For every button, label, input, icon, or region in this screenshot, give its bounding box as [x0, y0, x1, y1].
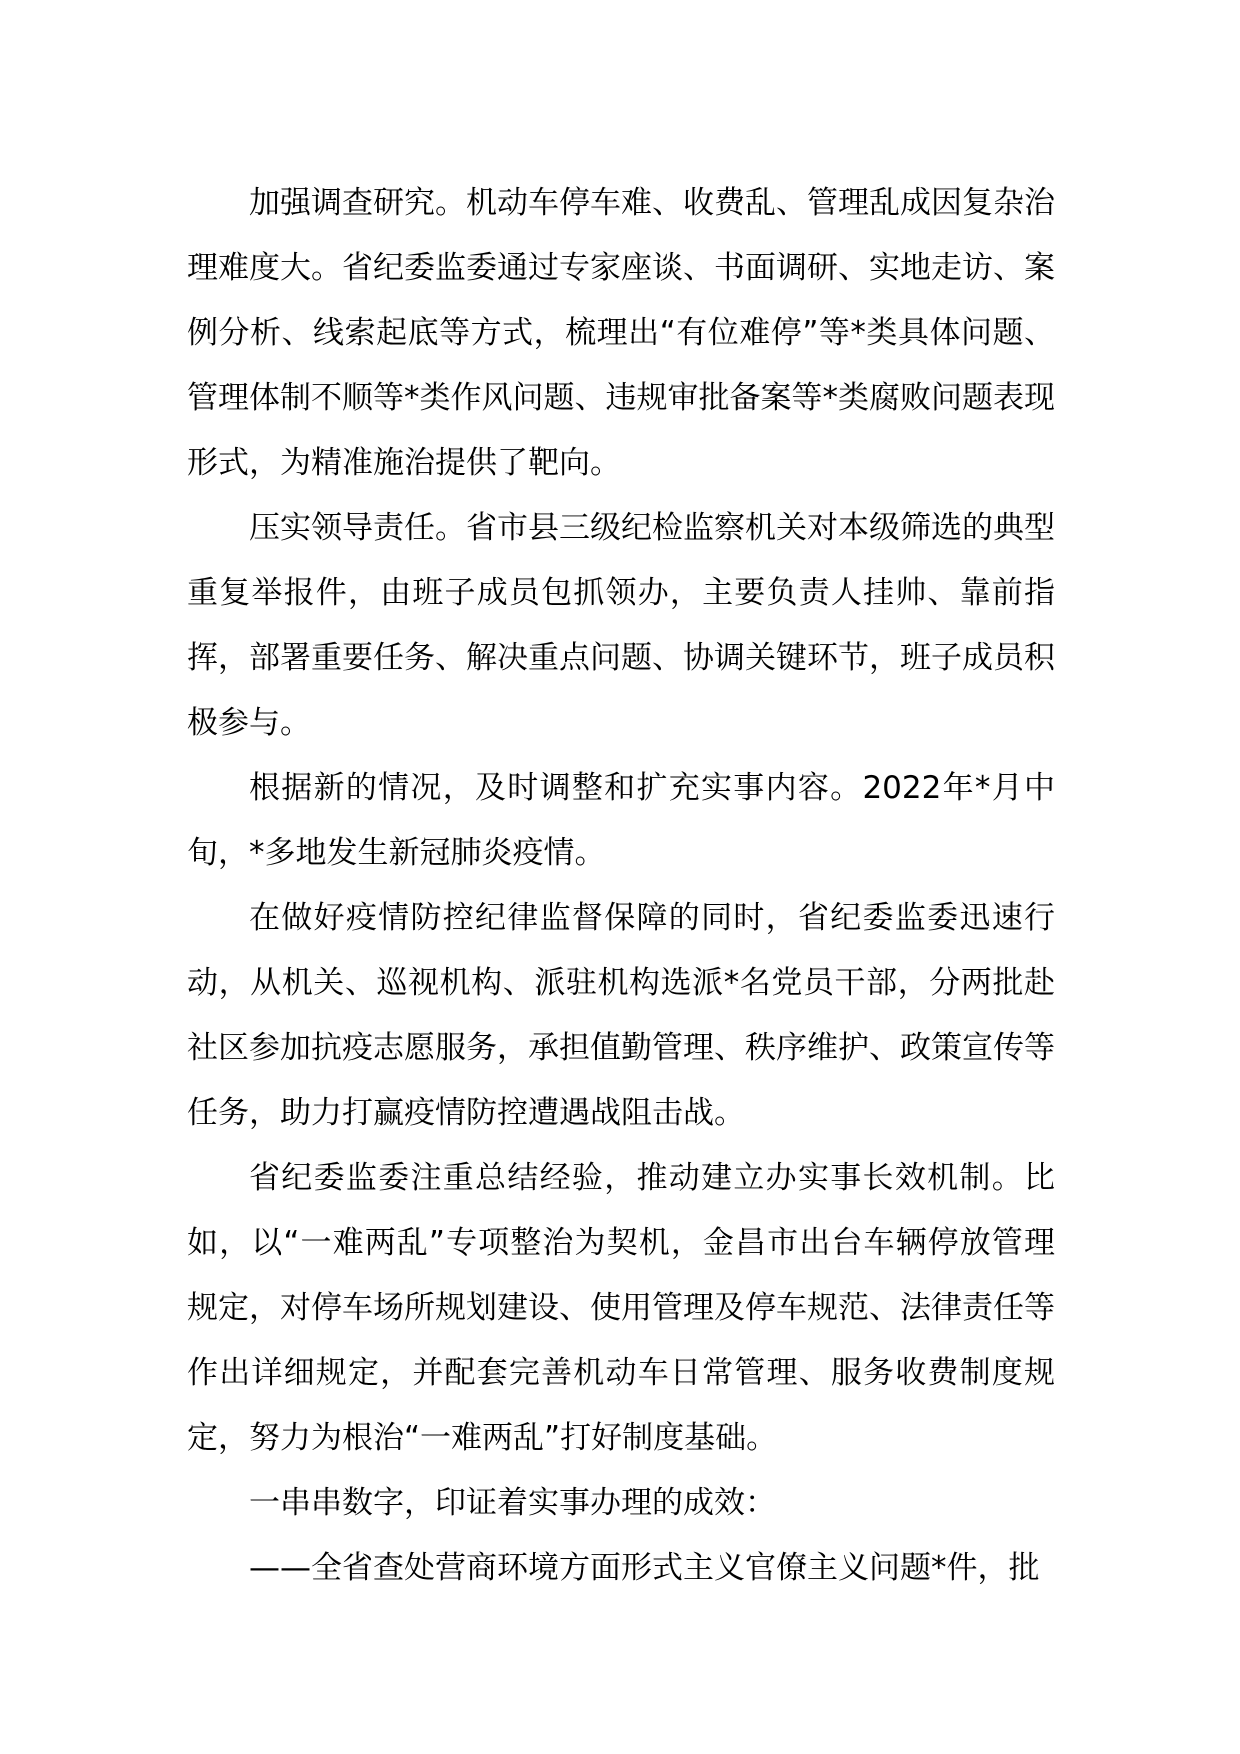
paragraph-investigation: 加强调查研究。机动车停车难、收费乱、管理乱成因复杂治理难度大。省纪委监委通过专家座谈、书面调研、实地走访、案例分析、线索起底等方式，梳理出“有位难停”等*类具体问题、管理体制不顺等*类作风问题、违规审批备案等*类腐败问题表现形式，为精准施治提供了靶向。 [187, 185, 1055, 481]
paragraph-epidemic-support: 在做好疫情防控纪律监督保障的同时，省纪委监委迅速行动，从机关、巡视机构、派驻机构选派*名党员干部，分两批赴社区参加抗疫志愿服务，承担值勤管理、秩序维护、政策宣传等任务，助力打赢疫情防控遭遇战阻击战。 [187, 900, 1055, 1131]
document-body [187, 171, 1055, 1601]
paragraph-results-intro: 一串串数字，印证着实事办理的成效： [249, 1485, 776, 1521]
paragraph-long-term-mechanism: 省纪委监委注重总结经验，推动建立办实事长效机制。比如，以“一难两乱”专项整治为契机，金昌市出台车辆停放管理规定，对停车场所规划建设、使用管理及停车规范、法律责任等作出详细规定，并配套完善机动车日常管理、服务收费制度规定，努力为根治“一难两乱”打好制度基础。 [187, 1160, 1055, 1456]
paragraph-adjust-content: 根据新的情况，及时调整和扩充实事内容。2022年*月中旬，*多地发生新冠肺炎疫情。 [187, 770, 1055, 871]
paragraph-leadership-responsibility: 压实领导责任。省市县三级纪检监察机关对本级筛选的典型重复举报件，由班子成员包抓领办，主要负责人挂帅、靠前指挥，部署重要任务、解决重点问题、协调关键环节，班子成员积极参与。 [187, 510, 1055, 741]
paragraph-results-item: ——全省查处营商环境方面形式主义官僚主义问题*件，批 [249, 1550, 1040, 1586]
